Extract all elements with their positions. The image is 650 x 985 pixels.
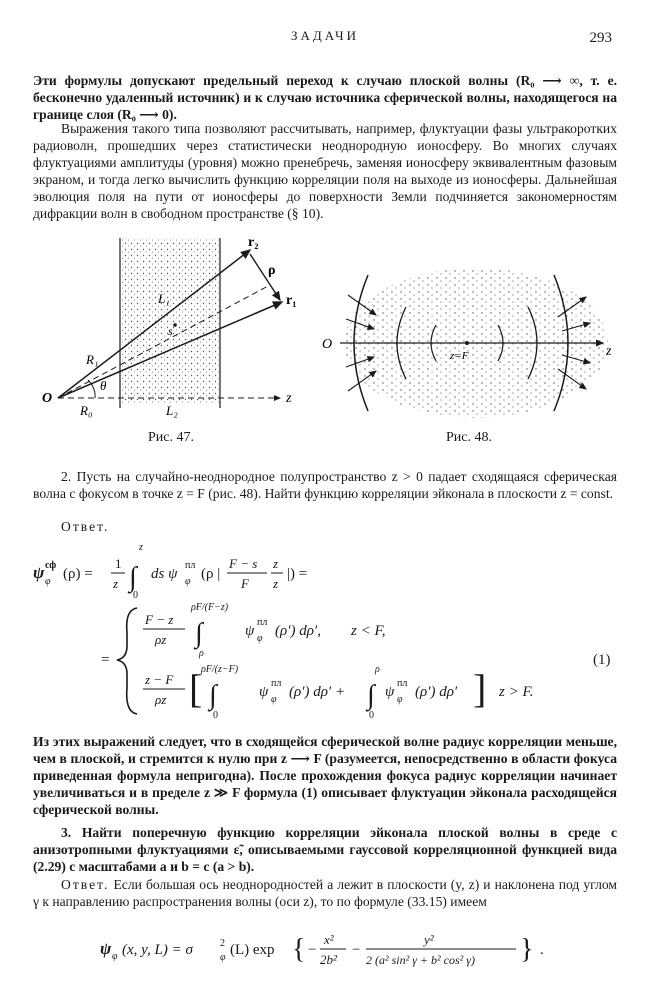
eq1-arg-open: (ρ | bbox=[201, 566, 221, 582]
eq1-cases-eqsign: = bbox=[101, 652, 110, 668]
figure-47 bbox=[40, 230, 333, 435]
eq2-lhs-arg: (x, y, L) = σ bbox=[122, 942, 193, 958]
eq1-cases-brace bbox=[117, 608, 137, 714]
case2-bracket-left: [ bbox=[189, 666, 203, 711]
eq1-frac-num: 1 bbox=[115, 556, 122, 571]
problem-3: 3. Найти поперечную функцию корреляции эйконала плоской волны в среде с анизотропными флуктуациями ε̃, описываемыми гауссовой корреляционной функцией вида (2.29) с масштабами a и b = c (a > b). bbox=[33, 825, 617, 874]
case1-lower: ρ bbox=[199, 648, 204, 659]
label-z-48: z bbox=[606, 344, 612, 359]
eq2-brace-open: { bbox=[292, 934, 306, 965]
case2-body2-sup: пл bbox=[397, 678, 408, 689]
case2-upper1: ρF/(z−F) bbox=[201, 664, 239, 675]
eq1-arg-den2: z bbox=[273, 576, 279, 591]
eq2-t1-num: x² bbox=[324, 932, 334, 947]
eq1-lhs: ψ bbox=[33, 563, 45, 582]
label-rho: ρ bbox=[268, 263, 276, 278]
eq1-arg-num2: z bbox=[273, 556, 279, 571]
eq2-minus2: − bbox=[352, 942, 361, 958]
paragraph-ionosphere: Выражения такого типа позволяют рассчитывать, например, флуктуации фазы ультракоротких радиоволн, прошедших через статистически неоднородную ионосферу. Во многих случаях флуктуациями амплитуды (уровня) можно пренебречь, заменяя ионосферу эквивалентным фазовым экраном, и тогда легко вычислить функцию корреляции поля на выходе из ионосферы. Дальнейшая эволюция поля на пути от ионосферы до поверхности Земли подчиняется закономерностям дифракции волн в свободном пространстве (§ 10). bbox=[33, 121, 617, 221]
eq2-brace-close: } bbox=[520, 934, 534, 965]
eq1-frac-den: z bbox=[113, 576, 119, 591]
answer-label-3: Ответ. bbox=[61, 877, 110, 892]
label-R0: R₀ bbox=[80, 403, 93, 418]
eq2-end: . bbox=[540, 942, 544, 958]
case2-den: ρz bbox=[155, 692, 167, 707]
s-point bbox=[173, 323, 177, 327]
case2-num: z − F bbox=[145, 672, 174, 687]
eq2-lhs-sub: φ bbox=[112, 951, 118, 962]
eq2-t2-num: y² bbox=[424, 932, 434, 947]
case1-den: ρz bbox=[155, 632, 167, 647]
label-theta: θ bbox=[100, 378, 107, 393]
case1-body-arg: (ρ′) dρ′, bbox=[275, 623, 321, 639]
case2-lower2: 0 bbox=[369, 710, 374, 721]
case2-upper2: ρ bbox=[375, 664, 380, 675]
case2-cond: z > F. bbox=[499, 684, 534, 700]
eq1-arg-close: |) = bbox=[287, 566, 308, 582]
caption-fig48: Рис. 48. bbox=[446, 430, 492, 445]
eq1-lhs-sub: φ bbox=[45, 576, 51, 587]
case2-body2-arg: (ρ′) dρ′ bbox=[415, 684, 458, 700]
eq1-int-lower: 0 bbox=[133, 590, 138, 601]
eq2-mid: (L) exp bbox=[230, 942, 275, 958]
case2-body1-sup: пл bbox=[271, 678, 282, 689]
case1-num: F − z bbox=[145, 612, 174, 627]
case1-upper: ρF/(F−z) bbox=[191, 602, 229, 613]
case1-body: ψ bbox=[245, 623, 255, 639]
problem-2: 2. Пусть на случайно-неоднородное полупространство z > 0 падает сходящаяся сферическая волна с фокусом в точке z = F (рис. 48). Найти функцию корреляции эйконала в плоскости z = const. bbox=[33, 469, 617, 501]
eq1-integrand-sub: φ bbox=[185, 576, 191, 587]
eq2-sigma-sub: φ bbox=[220, 952, 226, 963]
label-R1: R₁ bbox=[86, 352, 99, 367]
case1-body-sub: φ bbox=[257, 633, 263, 644]
label-zF: z=F bbox=[450, 350, 469, 362]
eq2-sigma-sup: 2 bbox=[220, 938, 225, 949]
eq2-t2-den: 2 (a² sin² γ + b² cos² γ) bbox=[366, 953, 475, 967]
page-number: 293 bbox=[589, 30, 612, 46]
label-O-48: O bbox=[322, 337, 333, 352]
caption-fig47: Рис. 47. bbox=[148, 430, 194, 445]
case2-body2-sub: φ bbox=[397, 694, 403, 705]
label-O: O bbox=[42, 391, 53, 406]
eq1-integral: ∫ bbox=[129, 562, 137, 593]
eq1-arg-den1: F bbox=[241, 576, 249, 591]
focus-point bbox=[465, 341, 469, 345]
label-s: s bbox=[168, 324, 173, 338]
case1-body-sup: пл bbox=[257, 617, 268, 628]
running-head: ЗАДАЧИ bbox=[290, 28, 360, 43]
eq1-lhs-sup: сф bbox=[45, 560, 57, 571]
paragraph-correlation-radius: Из этих выражений следует, что в сходящейся сферической волне радиус корреляции меньше, чем в плоской, и стремится к нулю при z ⟶ F (разумеется, непосредственно в области фокуса приведенная формула непригодна). После прохождения фокуса радиус корреляции начинает увеличиваться и в пределе z ≫ F формула (1) описывает флуктуации эйконала расходящейся сферической волны. bbox=[33, 734, 617, 817]
label-r2: r₂ bbox=[248, 235, 259, 250]
equation-1 bbox=[33, 536, 623, 726]
case2-body1-arg: (ρ′) dρ′ + bbox=[289, 684, 346, 700]
eq2-minus1: − bbox=[308, 942, 317, 958]
case2-integral2: ∫ bbox=[367, 680, 375, 711]
case1-cond: z < F, bbox=[351, 623, 386, 639]
eq1-integrand: ds ψ bbox=[151, 566, 178, 582]
eq1-lhs-arg: (ρ) = bbox=[63, 566, 93, 582]
label-r1: r₁ bbox=[286, 293, 297, 308]
eq1-number: (1) bbox=[593, 652, 611, 668]
answer-3: Ответ. Если большая ось неоднородностей a лежит в плоскости (y, z) и наклонена под углом γ к направлению распространения волны (оси z), то по формуле (33.15) имеем bbox=[33, 877, 617, 909]
label-L2: L₂ bbox=[166, 403, 178, 418]
medium-slab bbox=[120, 238, 220, 403]
case1-integral: ∫ bbox=[195, 618, 203, 649]
case2-body2: ψ bbox=[385, 684, 395, 700]
label-L1: L₁ bbox=[158, 291, 170, 306]
equation-2 bbox=[100, 926, 560, 976]
eq2-lhs: ψ bbox=[100, 939, 112, 958]
label-z: z bbox=[286, 391, 292, 406]
case2-bracket-right: ] bbox=[473, 666, 487, 711]
eq1-int-upper: z bbox=[139, 542, 143, 553]
figure-48 bbox=[318, 255, 618, 420]
eq1-integrand-sup: пл bbox=[185, 560, 196, 571]
eq1-arg-num1: F − s bbox=[229, 556, 258, 571]
case2-body1: ψ bbox=[259, 684, 269, 700]
case2-integral1: ∫ bbox=[209, 680, 217, 711]
case2-lower1: 0 bbox=[213, 710, 218, 721]
case2-body1-sub: φ bbox=[271, 694, 277, 705]
answer-label-2: Ответ. bbox=[61, 519, 110, 534]
paragraph-limits: Эти формулы допускают предельный переход к случаю плоской волны (R₀ ⟶ ∞, т. е. бесконечно удаленный источник) и к случаю источника сферической волны, находящегося на границе слоя (R₀ ⟶ 0). bbox=[33, 73, 617, 122]
eq2-t1-den: 2b² bbox=[320, 952, 337, 967]
